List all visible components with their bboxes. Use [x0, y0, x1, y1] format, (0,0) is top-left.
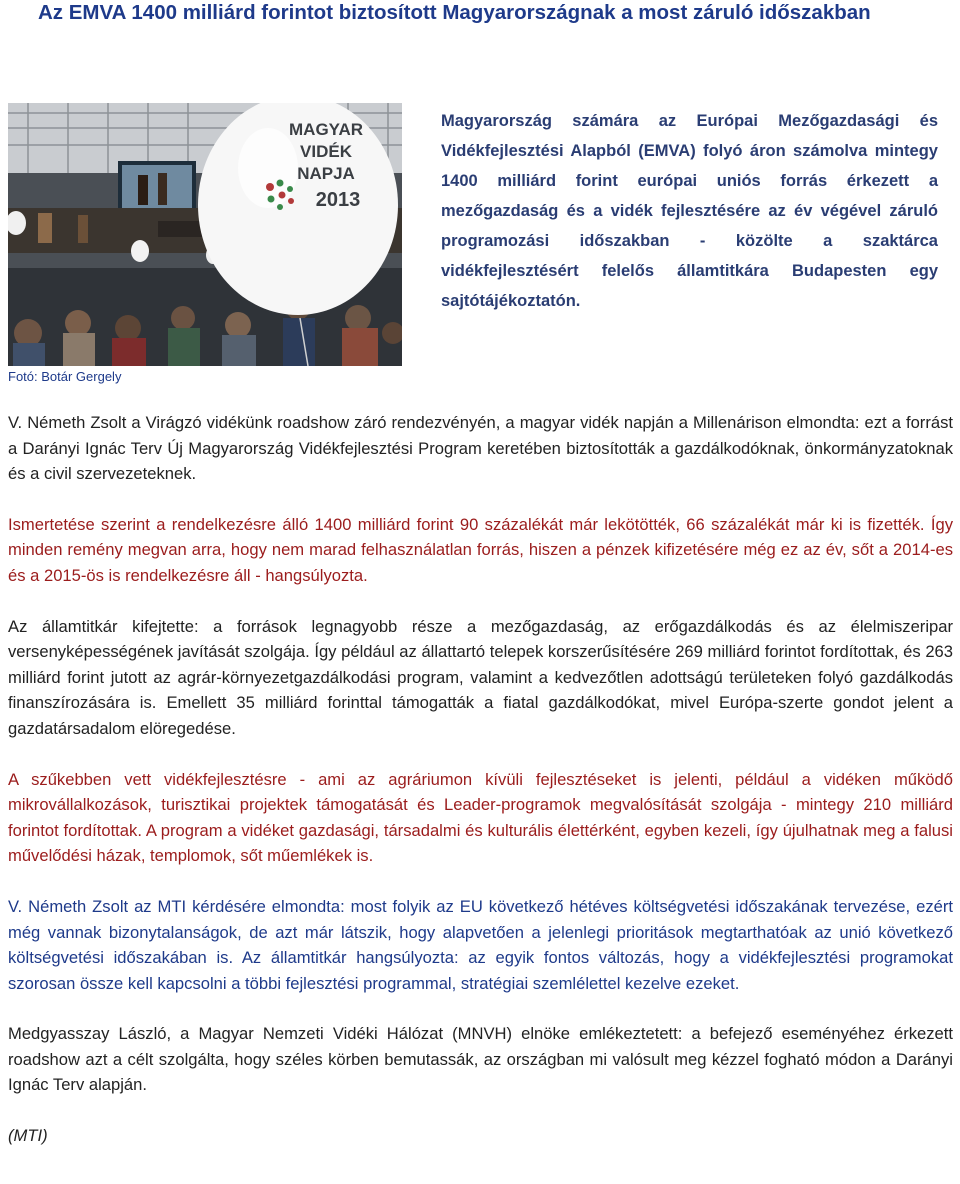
paragraph-5: V. Németh Zsolt az MTI kérdésére elmondta: most folyik az EU következő hétéves költségvetési időszakának tervezése, ezért még vannak bizonytalanságok, de azt már látszik, hogy alapvetően a jelenlegi prioritások megtarthatóak az unió következő költségvetési időszakában is. Az államtitkár hangsúlyozta: az egyik fontos változás, hogy a vidékfejlesztési programokat szorosan össze kell kapcsolni a többi fejlesztési programmal, stratégiai szemlélettel kezelve ezeket.: [8, 896, 953, 993]
paragraph-2: Ismertetése szerint a rendelkezésre álló 1400 milliárd forint 90 százalékát már lekötötték, 66 százalékát már ki is fizették. Így minden remény megvan arra, hogy nem marad felhasználatlan forrás, hiszen a pénzek kifizetésére még ez az év, sőt a 2014-es és a 2015-ös is rendelkezésre áll - hangsúlyozta.: [8, 514, 953, 585]
photo-caption: Fotó: Botár Gergely: [8, 369, 122, 384]
article-lead: Magyarország számára az Európai Mezőgazdasági és Vidékfejlesztési Alapból (EMVA) folyó áron számolva mintegy 1400 milliárd forint európai uniós forrás érkezett a mezőgazdaság és a vidék fejlesztésére az év végével záruló programozási időszakban - közölte a szaktárca vidékfejlesztésért felelős államtitkára Budapesten egy sajtótájékoztatón.: [441, 112, 938, 310]
paragraph-3: Az államtitkár kifejtette: a források legnagyobb része a mezőgazdaság, az erőgazdálkodás és az élelmiszeripar versenyképességének javítását szolgája. Így például az állattartó telepek korszerűsítésére 269 milliárd forintot fordítottak, és 263 milliárd forint jutott az agrár-környezetgazdálkodási program, valamint a kedvezőtlen adottságú területeken folyó gazdálkodás finanszírozására is. Emellett 35 milliárd forinttal támogatták a fiatal gazdálkodókat, mivel Európa-szerte gondot jelent a gazdatársadalom elöregedése.: [8, 616, 953, 738]
balloon-text-line-3: NAPJA: [297, 164, 355, 183]
paragraph-6: Medgyasszay László, a Magyar Nemzeti Vidéki Hálózat (MNVH) elnöke emlékeztetett: a befejező eseményéhez érkezett roadshow azt a célt szolgálta, hogy széles körben bemutassák, az országban mi valósult meg kézzel fogható módon a Darányi Ignác Terv alapján.: [8, 1024, 953, 1095]
article-photo: [8, 103, 402, 366]
balloon-text-line-1: MAGYAR: [289, 120, 363, 139]
article-source: (MTI): [8, 1126, 48, 1146]
balloon-text-line-2: VIDÉK: [300, 142, 352, 161]
article-title: Az EMVA 1400 milliárd forintot biztosított Magyarországnak a most záruló időszakban: [38, 1, 871, 24]
balloon-text-line-4: 2013: [315, 189, 361, 211]
article-body: [8, 410, 953, 1174]
paragraph-1: V. Németh Zsolt a Virágzó vidékünk roadshow záró rendezvényén, a magyar vidék napján a Millenárison elmondta: ezt a forrást a Darányi Ignác Terv Új Magyarország Vidékfejlesztési Program keretében biztosították a gazdálkodóknak, önkormányzatoknak és a civil szervezeteknek.: [8, 413, 953, 484]
paragraph-4: A szűkebben vett vidékfejlesztésre - ami az agráriumon kívüli fejlesztéseket is jelenti, például a vidéken működő mikrovállalkozások, turisztikai projektek támogatását és Leader-programok megvalósítását szolgája - mintegy 210 milliárd forintot fordítottak. A program a vidéket gazdasági, társadalmi és kulturális élettérként, egyben kezeli, így újulhatnak meg a falusi művelődési házak, templomok, sőt műemlékek is.: [8, 769, 953, 866]
